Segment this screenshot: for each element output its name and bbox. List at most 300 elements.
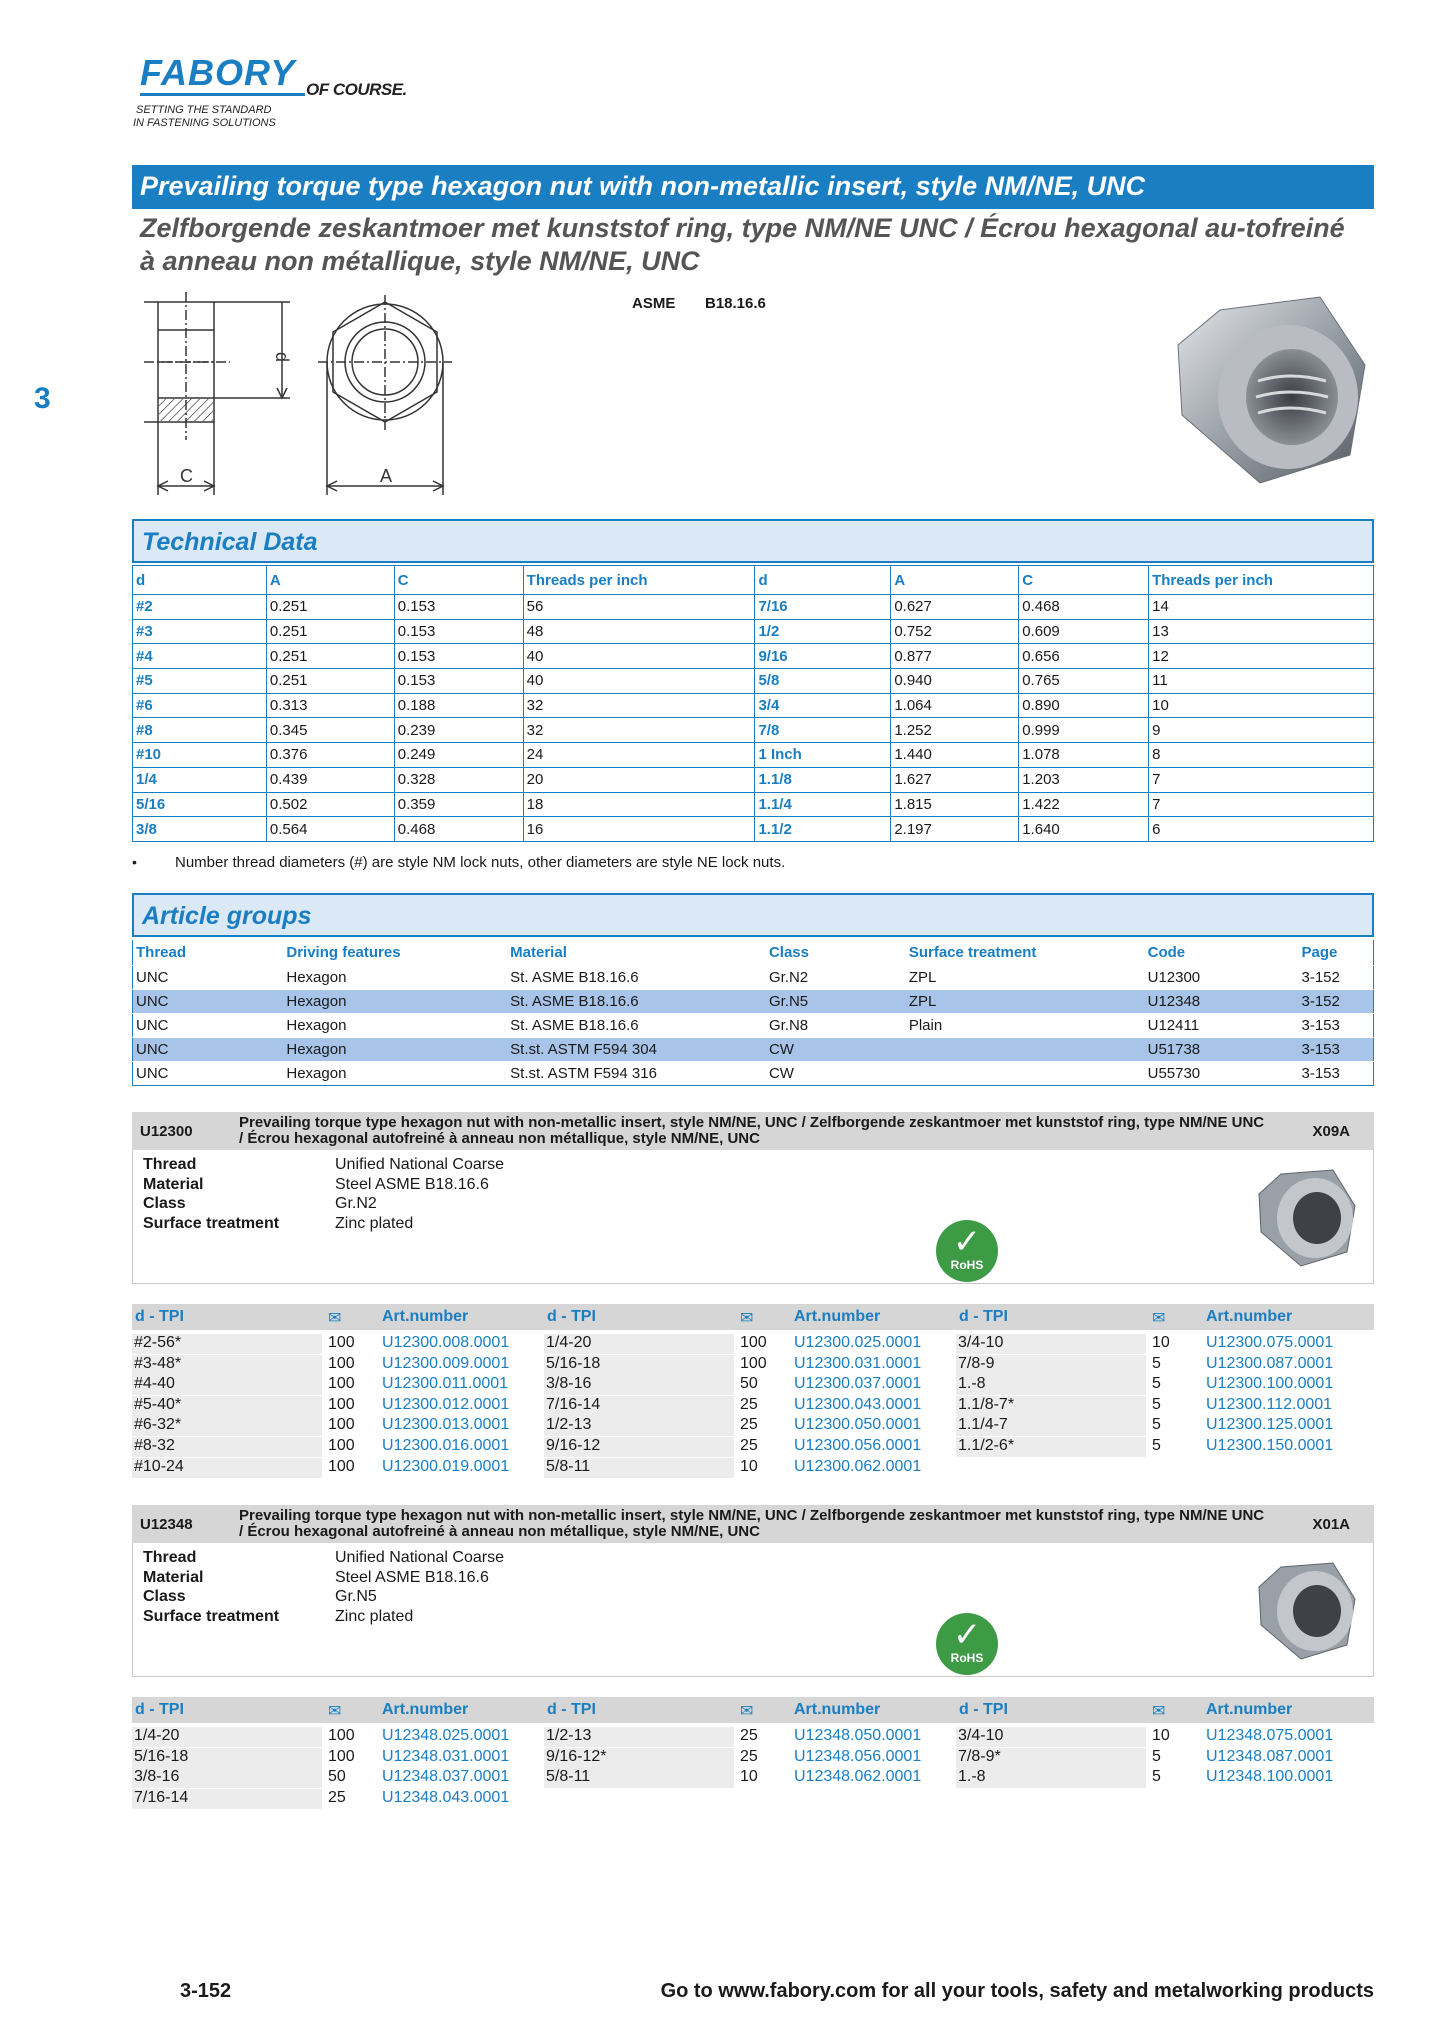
table-row bbox=[133, 767, 1374, 792]
envelope-icon: ✉ bbox=[328, 1701, 342, 1720]
table-cell: #3 bbox=[133, 619, 267, 644]
list-item-quantity: 5 bbox=[1152, 1437, 1161, 1454]
list-item-quantity: 5 bbox=[1152, 1375, 1161, 1393]
list-item-quantity: 100 bbox=[328, 1395, 355, 1413]
product-description: Prevailing torque type hexagon nut with non-metallic insert, style NM/NE, UNC / Zelfborgende zeskantmoer met kunststof ring, type NM/NE UNC / Écrou hexagonal autofreiné à anneau non métallique, style NM/NE, UNC bbox=[239, 1507, 1265, 1540]
table-cell: 0.251 bbox=[266, 669, 394, 694]
table-cell bbox=[906, 1061, 1145, 1085]
list-item-d-tpi: 5/8-11 bbox=[544, 1458, 734, 1478]
property-label: Class bbox=[143, 1195, 186, 1212]
list-item-quantity: 100 bbox=[328, 1727, 355, 1744]
table-cell: 7/16 bbox=[755, 595, 891, 620]
column-header: A bbox=[891, 566, 1019, 595]
rohs-label: RoHS bbox=[950, 1258, 984, 1272]
table-cell: 0.765 bbox=[1019, 669, 1149, 694]
property-label: Surface treatment bbox=[143, 1214, 280, 1232]
list-item-d-tpi: 1/4-20 bbox=[544, 1334, 734, 1354]
table-cell: 3-152 bbox=[1298, 989, 1373, 1013]
table-cell: 1.078 bbox=[1019, 743, 1149, 768]
rohs-badge bbox=[936, 1220, 998, 1282]
table-row bbox=[133, 718, 1374, 743]
list-item-d-tpi: 7/16-14 bbox=[132, 1789, 322, 1809]
table-row bbox=[133, 817, 1374, 842]
table-cell: 1.064 bbox=[891, 693, 1019, 718]
list-item-quantity: 10 bbox=[740, 1457, 758, 1475]
table-cell: U12411 bbox=[1145, 1013, 1299, 1037]
hex-nut-thumbnail bbox=[1251, 1555, 1361, 1665]
table-cell: 9 bbox=[1149, 718, 1374, 743]
list-item-article-number[interactable]: U12300.062.0001 bbox=[794, 1457, 922, 1475]
list-item-quantity: 25 bbox=[740, 1727, 758, 1744]
list-item-d-tpi: 7/16-14 bbox=[544, 1396, 734, 1416]
article-list-header bbox=[132, 1697, 544, 1723]
table-cell: 0.376 bbox=[266, 743, 394, 768]
table-cell: Gr.N2 bbox=[766, 965, 906, 989]
list-item-article-number[interactable]: U12300.150.0001 bbox=[1206, 1437, 1334, 1454]
table-cell: 3-152 bbox=[1298, 965, 1373, 989]
table-cell: 1/2 bbox=[755, 619, 891, 644]
list-item-d-tpi: #6-32* bbox=[132, 1416, 322, 1436]
envelope-icon: ✉ bbox=[740, 1308, 754, 1327]
list-item-article-number[interactable]: U12300.037.0001 bbox=[794, 1375, 922, 1393]
table-cell: 0.468 bbox=[1019, 595, 1149, 620]
list-item-d-tpi: 1/2-13 bbox=[544, 1727, 734, 1747]
table-cell: 0.502 bbox=[266, 792, 394, 817]
table-cell: 0.940 bbox=[891, 669, 1019, 694]
property-label: Material bbox=[143, 1175, 204, 1193]
page-title: Prevailing torque type hexagon nut with non-metallic insert, style NM/NE, UNC bbox=[132, 165, 1374, 209]
list-item-article-number[interactable]: U12300.019.0001 bbox=[382, 1457, 510, 1475]
table-cell: #8 bbox=[133, 718, 267, 743]
table-cell: 1.1/2 bbox=[755, 817, 891, 842]
table-cell: 24 bbox=[523, 743, 755, 768]
list-item-quantity: 25 bbox=[328, 1788, 346, 1806]
technical-drawing bbox=[130, 290, 530, 505]
list-item-quantity: 5 bbox=[1152, 1354, 1161, 1372]
list-item-d-tpi: #5-40* bbox=[132, 1396, 322, 1416]
table-cell: 1.422 bbox=[1019, 792, 1149, 817]
table-cell: U55730 bbox=[1145, 1061, 1299, 1085]
logo-tagline-1: SETTING THE STANDARD bbox=[136, 104, 272, 116]
list-item-article-number[interactable]: U12300.016.0001 bbox=[382, 1437, 510, 1454]
table-cell: 1.252 bbox=[891, 718, 1019, 743]
table-cell: #6 bbox=[133, 693, 267, 718]
table-cell: 40 bbox=[523, 644, 755, 669]
note-bullet: • bbox=[132, 854, 137, 870]
list-item-article-number[interactable]: U12300.031.0001 bbox=[794, 1354, 922, 1372]
list-item-quantity: 100 bbox=[328, 1354, 355, 1372]
column-header-d-tpi: d - TPI bbox=[135, 1701, 184, 1718]
property-label: Class bbox=[143, 1588, 186, 1605]
list-item-d-tpi: 3/8-16 bbox=[132, 1768, 322, 1788]
table-cell: 12 bbox=[1149, 644, 1374, 669]
list-item-article-number[interactable]: U12348.100.0001 bbox=[1206, 1768, 1334, 1786]
table-cell: 0.239 bbox=[394, 718, 523, 743]
list-item-article-number[interactable]: U12300.012.0001 bbox=[382, 1395, 510, 1413]
product-code: U12348 bbox=[140, 1516, 193, 1533]
table-cell: 1.203 bbox=[1019, 767, 1149, 792]
table-cell: #10 bbox=[133, 743, 267, 768]
list-item-d-tpi: #2-56* bbox=[132, 1334, 322, 1354]
table-cell: 3/8 bbox=[133, 817, 267, 842]
table-cell: St.st. ASTM F594 304 bbox=[507, 1037, 766, 1061]
list-item-quantity: 5 bbox=[1152, 1395, 1161, 1413]
hex-nut-photo bbox=[1160, 285, 1380, 495]
list-item-quantity: 100 bbox=[328, 1437, 355, 1454]
table-cell: St.st. ASTM F594 316 bbox=[507, 1061, 766, 1085]
table-cell: 7 bbox=[1149, 767, 1374, 792]
property-value: Unified National Coarse bbox=[335, 1156, 504, 1173]
list-item-quantity: 100 bbox=[328, 1334, 355, 1351]
standard-label: ASME bbox=[632, 295, 676, 312]
column-header: A bbox=[266, 566, 394, 595]
table-cell: Gr.N5 bbox=[766, 989, 906, 1013]
dimension-c-label: C bbox=[180, 466, 193, 486]
table-cell: 0.153 bbox=[394, 669, 523, 694]
table-cell: CW bbox=[766, 1037, 906, 1061]
table-cell: 40 bbox=[523, 669, 755, 694]
table-cell: #5 bbox=[133, 669, 267, 694]
column-header: C bbox=[394, 566, 523, 595]
table-cell: 0.251 bbox=[266, 595, 394, 620]
table-cell: 0.468 bbox=[394, 817, 523, 842]
property-value: Unified National Coarse bbox=[335, 1549, 504, 1566]
table-cell: 0.752 bbox=[891, 619, 1019, 644]
column-header: Surface treatment bbox=[908, 943, 1037, 961]
check-icon: ✓ bbox=[952, 1615, 982, 1655]
envelope-icon: ✉ bbox=[328, 1308, 342, 1327]
table-cell: 10 bbox=[1149, 693, 1374, 718]
list-item-d-tpi: 1/4-20 bbox=[132, 1727, 322, 1747]
table-cell: ZPL bbox=[906, 989, 1145, 1013]
list-item-d-tpi: #8-32 bbox=[132, 1437, 322, 1457]
column-header: Material bbox=[510, 943, 567, 961]
table-cell: 1/4 bbox=[133, 767, 267, 792]
column-header: Thread bbox=[136, 943, 187, 961]
list-item-d-tpi: 5/16-18 bbox=[132, 1748, 322, 1768]
list-item-article-number[interactable]: U12300.009.0001 bbox=[382, 1354, 510, 1372]
table-cell: 14 bbox=[1149, 595, 1374, 620]
list-item-quantity: 100 bbox=[740, 1354, 767, 1372]
list-item-quantity: 100 bbox=[328, 1747, 355, 1765]
table-cell: 0.328 bbox=[394, 767, 523, 792]
table-cell: 0.609 bbox=[1019, 619, 1149, 644]
table-row bbox=[133, 965, 1374, 989]
table-cell: 0.249 bbox=[394, 743, 523, 768]
column-header-art-number: Art.number bbox=[794, 1701, 881, 1718]
table-cell: 20 bbox=[523, 767, 755, 792]
list-item-article-number[interactable]: U12348.056.0001 bbox=[794, 1747, 922, 1765]
list-item-article-number[interactable]: U12300.100.0001 bbox=[1206, 1375, 1334, 1393]
column-header-d-tpi: d - TPI bbox=[547, 1701, 596, 1718]
list-item-article-number[interactable]: U12348.087.0001 bbox=[1206, 1747, 1334, 1765]
table-cell: 0.153 bbox=[394, 595, 523, 620]
column-header: Class bbox=[768, 943, 809, 961]
list-item-article-number[interactable]: U12300.112.0001 bbox=[1206, 1395, 1333, 1413]
dimension-d-label: d bbox=[272, 352, 292, 363]
list-item-quantity: 5 bbox=[1152, 1768, 1161, 1786]
list-item-article-number[interactable]: U12348.043.0001 bbox=[382, 1788, 510, 1806]
article-groups-table bbox=[132, 940, 1374, 1086]
table-row bbox=[133, 644, 1374, 669]
logo-tagline-2: IN FASTENING SOLUTIONS bbox=[133, 117, 276, 129]
technical-data-table bbox=[132, 565, 1374, 842]
table-cell: 0.564 bbox=[266, 817, 394, 842]
table-cell: 8 bbox=[1149, 743, 1374, 768]
list-item-quantity: 10 bbox=[1152, 1727, 1170, 1744]
table-cell: St. ASME B18.16.6 bbox=[507, 1013, 766, 1037]
property-value: Gr.N2 bbox=[335, 1195, 377, 1212]
table-cell: 9/16 bbox=[755, 644, 891, 669]
list-item-d-tpi: 1.1/2-6* bbox=[956, 1437, 1146, 1457]
list-item-quantity: 10 bbox=[1152, 1334, 1170, 1351]
list-item-article-number[interactable]: U12300.025.0001 bbox=[794, 1334, 922, 1351]
table-cell: 16 bbox=[523, 817, 755, 842]
list-item-quantity: 100 bbox=[328, 1457, 355, 1475]
rohs-label: RoHS bbox=[950, 1651, 984, 1665]
check-icon: ✓ bbox=[952, 1222, 982, 1262]
list-item-d-tpi: #10-24 bbox=[132, 1458, 322, 1478]
list-item-quantity: 25 bbox=[740, 1395, 758, 1413]
table-cell: 32 bbox=[523, 693, 755, 718]
table-row bbox=[133, 989, 1374, 1013]
list-item-d-tpi: 5/8-11 bbox=[544, 1768, 734, 1788]
product-header-bar bbox=[132, 1505, 1374, 1543]
chapter-number: 3 bbox=[34, 382, 51, 415]
column-header-art-number: Art.number bbox=[382, 1701, 469, 1718]
list-item-quantity: 5 bbox=[1152, 1747, 1161, 1765]
column-header: Threads per inch bbox=[523, 566, 755, 595]
table-cell bbox=[906, 1037, 1145, 1061]
table-cell: Hexagon bbox=[283, 1037, 507, 1061]
list-item-article-number[interactable]: U12300.043.0001 bbox=[794, 1395, 922, 1413]
page-subtitle: Zelfborgende zeskantmoer met kunststof ring, type NM/NE UNC / Écrou hexagonal au-tofreiné à anneau non métallique, style NM/NE, UNC bbox=[140, 213, 1345, 276]
column-header: Page bbox=[1301, 943, 1338, 961]
list-item-d-tpi: 1.1/4-7 bbox=[956, 1416, 1146, 1436]
table-cell: 0.999 bbox=[1019, 718, 1149, 743]
table-cell: 0.439 bbox=[266, 767, 394, 792]
table-cell: 3-153 bbox=[1298, 1013, 1373, 1037]
table-cell: 1.1/8 bbox=[755, 767, 891, 792]
column-header: Driving features bbox=[286, 943, 401, 961]
column-header: d bbox=[755, 566, 891, 595]
product-group-code: X01A bbox=[1312, 1516, 1350, 1533]
article-list-header bbox=[544, 1697, 956, 1723]
table-row bbox=[133, 619, 1374, 644]
table-cell: 13 bbox=[1149, 619, 1374, 644]
list-item-article-number[interactable]: U12348.037.0001 bbox=[382, 1768, 510, 1786]
table-cell: 0.656 bbox=[1019, 644, 1149, 669]
table-cell: 3/4 bbox=[755, 693, 891, 718]
table-header-row bbox=[133, 566, 1374, 595]
list-item-article-number[interactable]: U12300.075.0001 bbox=[1206, 1334, 1334, 1351]
list-item-article-number[interactable]: U12300.125.0001 bbox=[1206, 1416, 1334, 1434]
list-item-quantity: 25 bbox=[740, 1416, 758, 1434]
table-cell: U51738 bbox=[1145, 1037, 1299, 1061]
table-cell: UNC bbox=[133, 1037, 284, 1061]
envelope-icon: ✉ bbox=[1152, 1308, 1166, 1327]
table-cell: 3-153 bbox=[1298, 1037, 1373, 1061]
list-item-d-tpi: 1.-8 bbox=[956, 1768, 1146, 1788]
technical-data-heading: Technical Data bbox=[132, 519, 1374, 563]
list-item-article-number[interactable]: U12300.013.0001 bbox=[382, 1416, 510, 1434]
table-cell: Gr.N8 bbox=[766, 1013, 906, 1037]
list-item-article-number[interactable]: U12300.087.0001 bbox=[1206, 1354, 1334, 1372]
list-item-article-number[interactable]: U12348.050.0001 bbox=[794, 1727, 922, 1744]
list-item-article-number[interactable]: U12348.075.0001 bbox=[1206, 1727, 1334, 1744]
table-row bbox=[133, 693, 1374, 718]
table-cell: UNC bbox=[133, 1061, 284, 1085]
list-item-d-tpi: 7/8-9 bbox=[956, 1355, 1146, 1375]
table-cell: Hexagon bbox=[283, 1061, 507, 1085]
table-cell: St. ASME B18.16.6 bbox=[507, 989, 766, 1013]
property-label: Surface treatment bbox=[143, 1607, 280, 1625]
table-cell: 0.188 bbox=[394, 693, 523, 718]
column-header-d-tpi: d - TPI bbox=[959, 1308, 1008, 1325]
table-cell: Hexagon bbox=[283, 1013, 507, 1037]
column-header-art-number: Art.number bbox=[382, 1308, 469, 1325]
table-cell: Hexagon bbox=[283, 965, 507, 989]
list-item-quantity: 10 bbox=[740, 1768, 758, 1786]
list-item-quantity: 25 bbox=[740, 1747, 758, 1765]
column-header: C bbox=[1019, 566, 1149, 595]
table-cell: 7 bbox=[1149, 792, 1374, 817]
table-cell: 0.153 bbox=[394, 619, 523, 644]
table-cell: 11 bbox=[1149, 669, 1374, 694]
property-label: Thread bbox=[143, 1549, 197, 1566]
table-cell: UNC bbox=[133, 1013, 284, 1037]
list-item-article-number[interactable]: U12300.008.0001 bbox=[382, 1334, 510, 1351]
list-item-article-number[interactable]: U12300.011.0001 bbox=[382, 1375, 509, 1393]
list-item-d-tpi: 5/16-18 bbox=[544, 1355, 734, 1375]
product-description: Prevailing torque type hexagon nut with non-metallic insert, style NM/NE, UNC / Zelfborgende zeskantmoer met kunststof ring, type NM/NE UNC / Écrou hexagonal autofreiné à anneau non métallique, style NM/NE, UNC bbox=[239, 1114, 1265, 1147]
article-list-header bbox=[132, 1304, 544, 1330]
table-cell: 0.313 bbox=[266, 693, 394, 718]
list-item-d-tpi: 1/2-13 bbox=[544, 1416, 734, 1436]
column-header: Threads per inch bbox=[1149, 566, 1374, 595]
table-cell: 6 bbox=[1149, 817, 1374, 842]
table-row bbox=[133, 595, 1374, 620]
list-item-d-tpi: 3/4-10 bbox=[956, 1334, 1146, 1354]
table-cell: U12348 bbox=[1145, 989, 1299, 1013]
brand-logo-sub: OF COURSE. bbox=[306, 80, 407, 99]
list-item-quantity: 100 bbox=[328, 1375, 355, 1393]
table-cell: 48 bbox=[523, 619, 755, 644]
list-item-article-number[interactable]: U12348.031.0001 bbox=[382, 1747, 510, 1765]
table-cell: 5/16 bbox=[133, 792, 267, 817]
column-header: Code bbox=[1147, 943, 1186, 961]
footer-page-number: 3-152 bbox=[180, 1980, 232, 2002]
list-item-quantity: 5 bbox=[1152, 1416, 1161, 1434]
property-value: Steel ASME B18.16.6 bbox=[335, 1568, 489, 1586]
table-row bbox=[133, 743, 1374, 768]
brand-logo: FABORY bbox=[140, 52, 296, 93]
envelope-icon: ✉ bbox=[740, 1701, 754, 1720]
property-value: Gr.N5 bbox=[335, 1588, 377, 1605]
table-cell: #2 bbox=[133, 595, 267, 620]
list-item-d-tpi: 3/8-16 bbox=[544, 1375, 734, 1395]
rohs-badge bbox=[936, 1613, 998, 1675]
list-item-quantity: 100 bbox=[740, 1334, 767, 1351]
dimension-a-label: A bbox=[380, 466, 393, 486]
list-item-d-tpi: 9/16-12* bbox=[544, 1748, 734, 1768]
list-item-d-tpi: 9/16-12 bbox=[544, 1437, 734, 1457]
list-item-article-number[interactable]: U12348.062.0001 bbox=[794, 1768, 922, 1786]
list-item-d-tpi: #3-48* bbox=[132, 1355, 322, 1375]
table-cell: 1.640 bbox=[1019, 817, 1149, 842]
list-item-article-number[interactable]: U12348.025.0001 bbox=[382, 1727, 510, 1744]
table-cell: 1.1/4 bbox=[755, 792, 891, 817]
column-header: d bbox=[133, 566, 267, 595]
product-header-bar bbox=[132, 1112, 1374, 1150]
table-cell: 0.627 bbox=[891, 595, 1019, 620]
table-row bbox=[133, 1037, 1374, 1061]
table-cell: 18 bbox=[523, 792, 755, 817]
product-details-box bbox=[132, 1543, 1374, 1677]
standard-value: B18.16.6 bbox=[705, 295, 766, 312]
table-cell: 1.815 bbox=[891, 792, 1019, 817]
list-item-quantity: 50 bbox=[740, 1375, 758, 1393]
column-header-d-tpi: d - TPI bbox=[135, 1308, 184, 1325]
property-label: Thread bbox=[143, 1156, 197, 1173]
hex-nut-thumbnail bbox=[1251, 1162, 1361, 1272]
table-cell: Plain bbox=[906, 1013, 1145, 1037]
article-list-header bbox=[956, 1697, 1374, 1723]
table-cell: UNC bbox=[133, 965, 284, 989]
column-header-art-number: Art.number bbox=[1206, 1308, 1293, 1325]
list-item-d-tpi: 3/4-10 bbox=[956, 1727, 1146, 1747]
article-list-header bbox=[956, 1304, 1374, 1330]
table-cell: 0.153 bbox=[394, 644, 523, 669]
list-item-d-tpi: 1.1/8-7* bbox=[956, 1396, 1146, 1416]
product-code: U12300 bbox=[140, 1123, 193, 1140]
list-item-quantity: 25 bbox=[740, 1437, 758, 1454]
article-list-header bbox=[544, 1304, 956, 1330]
table-header-row bbox=[133, 940, 1374, 965]
list-item-article-number[interactable]: U12300.056.0001 bbox=[794, 1437, 922, 1454]
table-row bbox=[133, 1061, 1374, 1085]
column-header-d-tpi: d - TPI bbox=[959, 1701, 1008, 1718]
column-header-art-number: Art.number bbox=[1206, 1701, 1293, 1718]
table-cell: 1 Inch bbox=[755, 743, 891, 768]
table-cell: Hexagon bbox=[283, 989, 507, 1013]
table-cell: 32 bbox=[523, 718, 755, 743]
list-item-article-number[interactable]: U12300.050.0001 bbox=[794, 1416, 922, 1434]
table-cell: 0.890 bbox=[1019, 693, 1149, 718]
list-item-d-tpi: 1.-8 bbox=[956, 1375, 1146, 1395]
table-cell: CW bbox=[766, 1061, 906, 1085]
table-cell: UNC bbox=[133, 989, 284, 1013]
article-groups-heading: Article groups bbox=[132, 893, 1374, 937]
list-item-quantity: 100 bbox=[328, 1416, 355, 1434]
table-cell: 3-153 bbox=[1298, 1061, 1373, 1085]
logo-underline bbox=[140, 93, 305, 96]
table-cell: 0.251 bbox=[266, 619, 394, 644]
table-cell: 1.440 bbox=[891, 743, 1019, 768]
table-cell: 0.359 bbox=[394, 792, 523, 817]
table-row bbox=[133, 669, 1374, 694]
technical-note: Number thread diameters (#) are style NM lock nuts, other diameters are style NE lock nuts. bbox=[175, 854, 786, 871]
table-cell: U12300 bbox=[1145, 965, 1299, 989]
table-cell: St. ASME B18.16.6 bbox=[507, 965, 766, 989]
table-cell: 56 bbox=[523, 595, 755, 620]
property-label: Material bbox=[143, 1568, 204, 1586]
table-row bbox=[133, 1013, 1374, 1037]
footer-text: Go to www.fabory.com for all your tools, safety and metalworking products bbox=[660, 1980, 1374, 2002]
table-cell: #4 bbox=[133, 644, 267, 669]
table-cell: 5/8 bbox=[755, 669, 891, 694]
table-cell: 7/8 bbox=[755, 718, 891, 743]
